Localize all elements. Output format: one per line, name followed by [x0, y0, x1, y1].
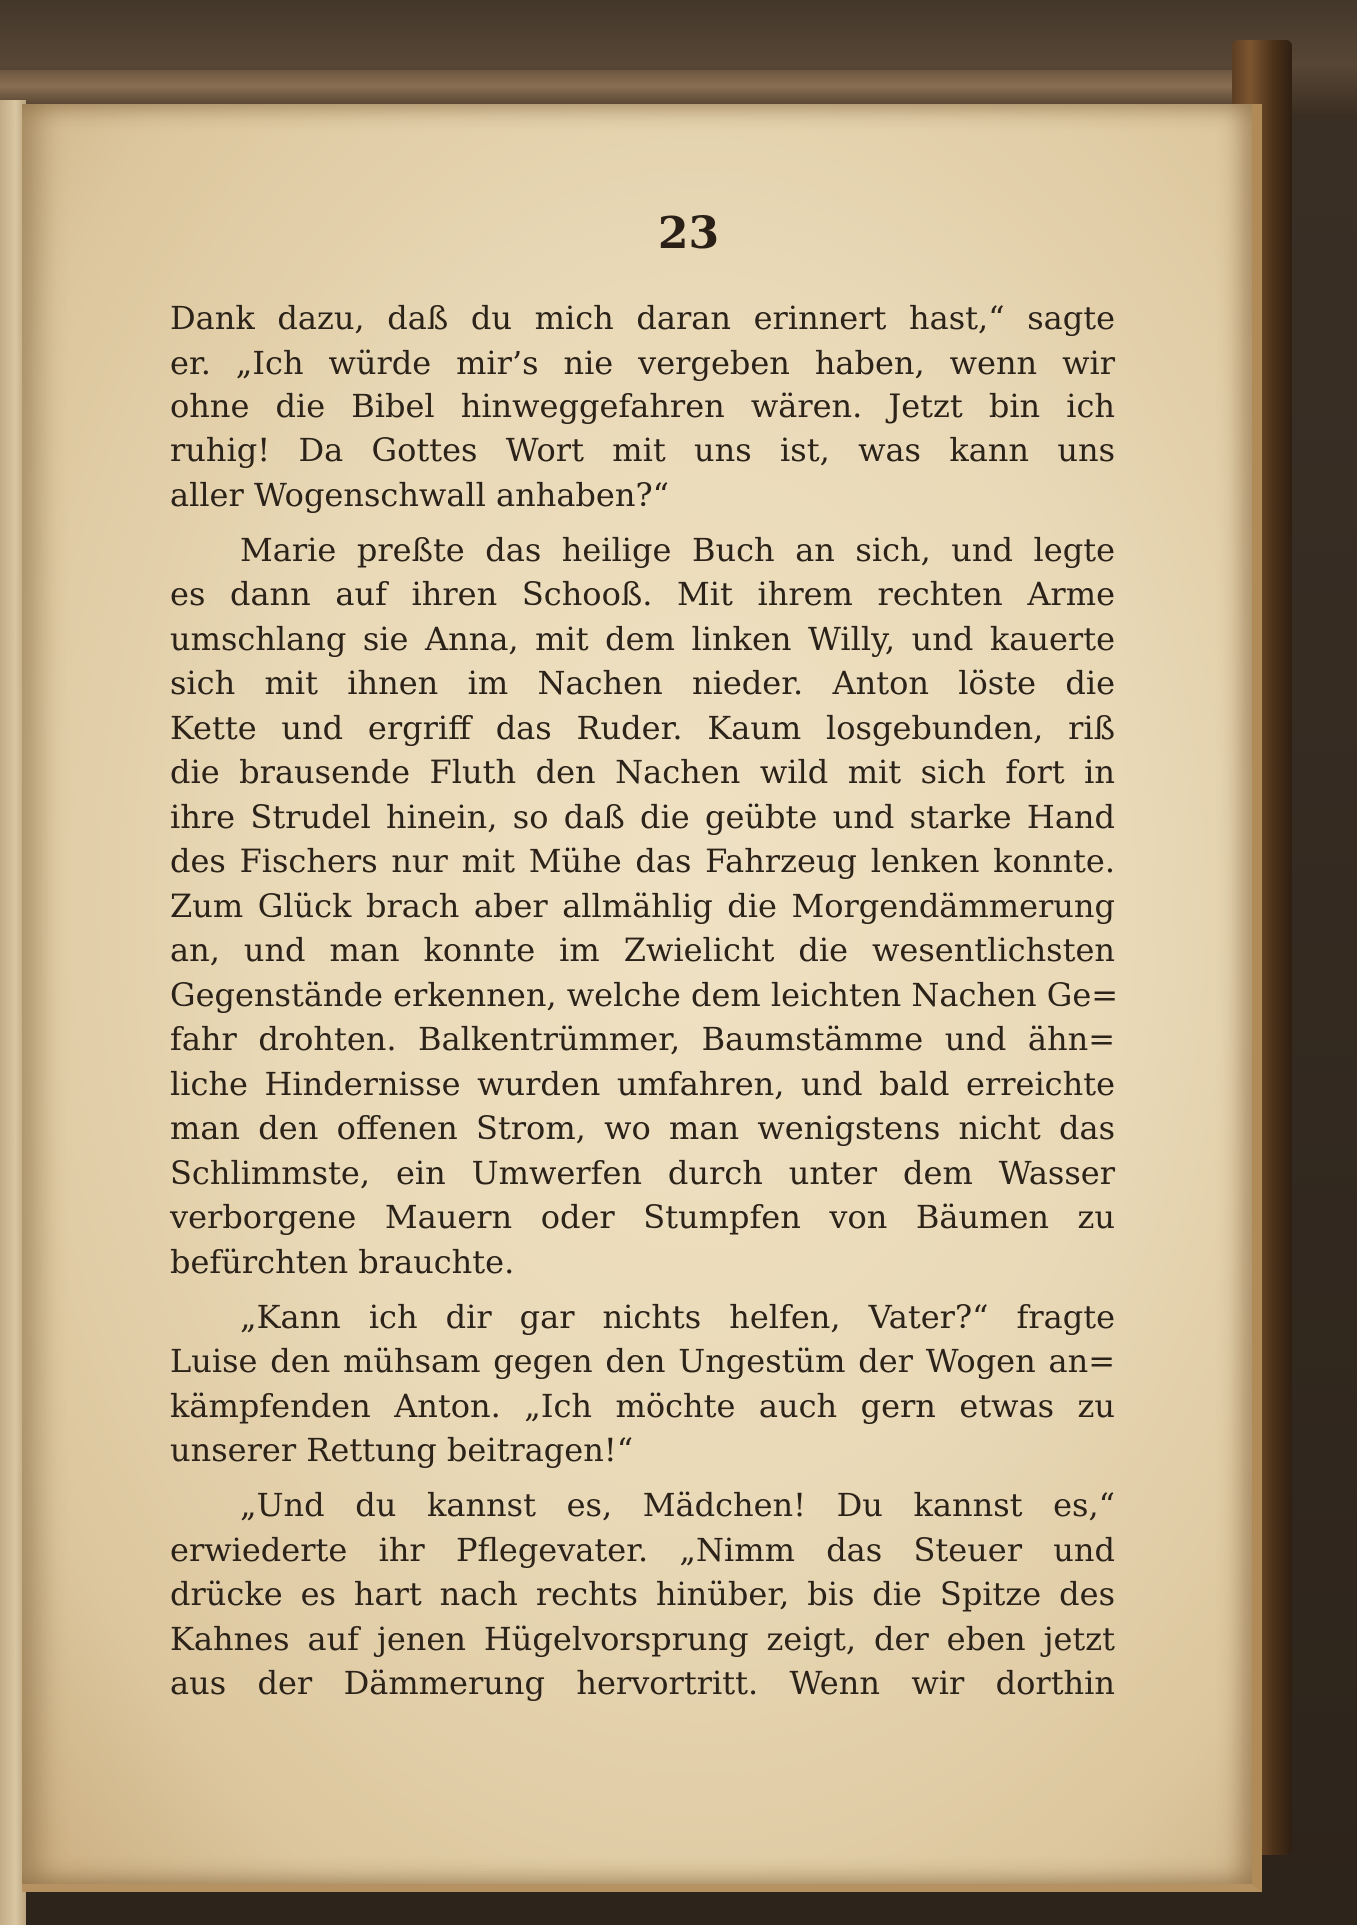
text-line: Luise den mühsam gegen den Ungestüm der Wogen an= [170, 1342, 1115, 1380]
text-line: aller Wogenschwall anhaben?“ [170, 476, 669, 514]
text-line: Marie preßte das heilige Buch an sich, und legte [240, 531, 1115, 569]
text-line: an, und man konnte im Zwielicht die wesentlichsten [170, 931, 1115, 969]
text-line: drücke es hart nach rechts hinüber, bis die Spitze des [170, 1575, 1115, 1613]
text-line: „Kann ich dir gar nichts helfen, Vater?“ fragte [240, 1298, 1115, 1336]
text-line: es dann auf ihren Schooß. Mit ihrem rechten Arme [170, 575, 1115, 613]
text-line: Kahnes auf jenen Hügelvorsprung zeigt, der eben jetzt [170, 1620, 1115, 1658]
text-line: Schlimmste, ein Umwerfen durch unter dem Wasser [170, 1154, 1115, 1192]
text-line: verborgene Mauern oder Stumpfen von Bäumen zu [170, 1198, 1115, 1236]
text-line: umschlang sie Anna, mit dem linken Willy, und kauerte [170, 620, 1115, 658]
text-line: man den offenen Strom, wo man wenigstens nicht das [170, 1109, 1115, 1147]
text-line: „Und du kannst es, Mädchen! Du kannst es,“ [240, 1486, 1115, 1524]
text-line: er. „Ich würde mir’s nie vergeben haben, wenn wir [170, 344, 1115, 382]
text-line: Dank dazu, daß du mich daran erinnert hast,“ sagte [170, 299, 1115, 337]
text-line: unserer Rettung beitragen!“ [170, 1431, 634, 1469]
text-line: Zum Glück brach aber allmählig die Morgendämmerung [170, 887, 1115, 925]
text-line: ihre Strudel hinein, so daß die geübte und starke Hand [170, 798, 1115, 836]
text-line: kämpfenden Anton. „Ich möchte auch gern etwas zu [170, 1387, 1115, 1425]
text-line: sich mit ihnen im Nachen nieder. Anton löste die [170, 664, 1115, 702]
text-line: Gegenstände erkennen, welche dem leichten Nachen Ge= [170, 976, 1119, 1014]
page-number: 23 [657, 208, 720, 259]
text-line: ruhig! Da Gottes Wort mit uns ist, was kann uns [170, 431, 1115, 469]
text-line: fahr drohten. Balkentrümmer, Baumstämme und ähn= [170, 1020, 1115, 1058]
text-line: aus der Dämmerung hervortritt. Wenn wir dorthin [170, 1664, 1115, 1702]
text-line: des Fischers nur mit Mühe das Fahrzeug lenken konnte. [170, 842, 1115, 880]
text-line: liche Hindernisse wurden umfahren, und bald erreichte [170, 1065, 1115, 1103]
text-line: befürchten brauchte. [170, 1243, 515, 1281]
text-line: ohne die Bibel hinweggefahren wären. Jetzt bin ich [170, 387, 1115, 425]
text-line: erwiederte ihr Pflegevater. „Nimm das Steuer und [170, 1531, 1115, 1569]
text-line: die brausende Fluth den Nachen wild mit sich fort in [170, 753, 1115, 791]
text-line: Kette und ergriff das Ruder. Kaum losgebunden, riß [170, 709, 1115, 747]
